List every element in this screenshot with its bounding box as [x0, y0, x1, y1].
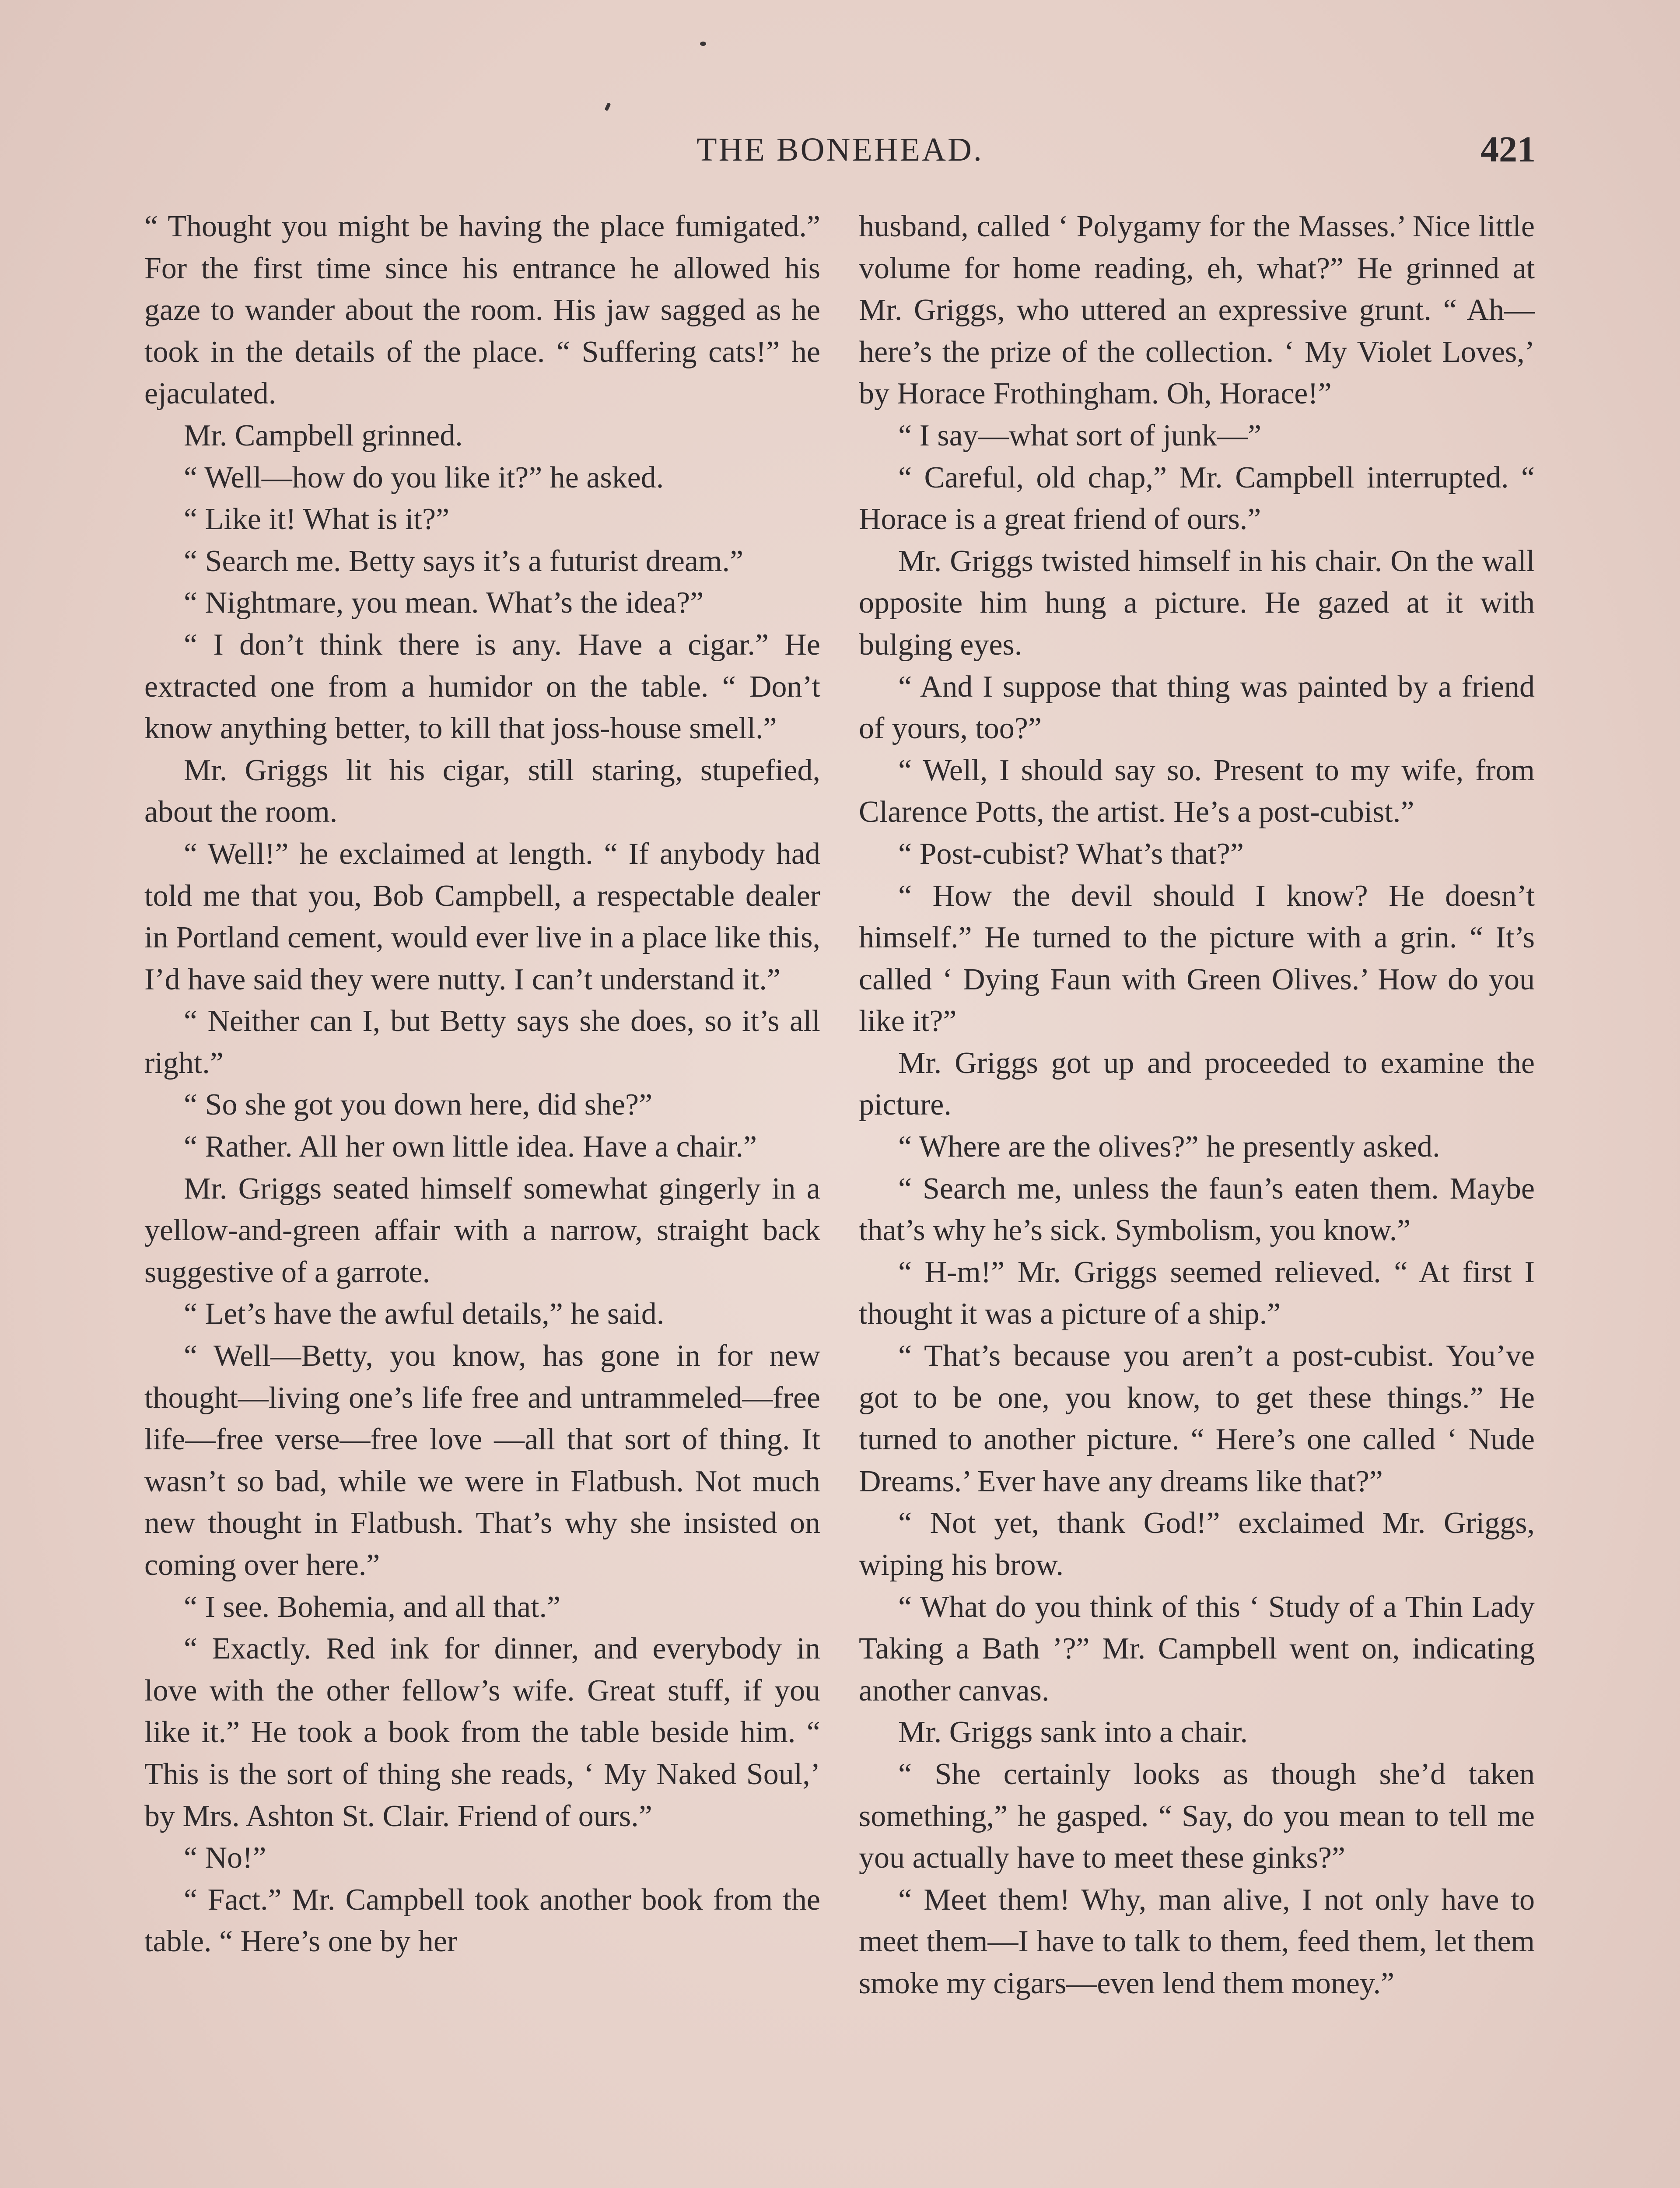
paragraph: “ What do you think of this ‘ Study of a Thin Lady Taking a Bath ’?” Mr. Campbell went on, indicating another canvas. [859, 1590, 1535, 1708]
paragraph: “ Fact.” Mr. Campbell took another book from the table. “ Here’s one by her [144, 1883, 820, 1959]
paragraph: “ Search me, unless the faun’s eaten them. Maybe that’s why he’s sick. Symbolism, you know.” [859, 1171, 1535, 1248]
ink-speck [700, 42, 706, 46]
page-number: 421 [1480, 129, 1536, 170]
paragraph: Mr. Griggs got up and proceeded to examine the picture. [859, 1046, 1535, 1122]
paragraph: “ I see. Bohemia, and all that.” [184, 1590, 561, 1624]
paragraph: “ Not yet, thank God!” exclaimed Mr. Griggs, wiping his brow. [859, 1506, 1535, 1582]
paragraph: “ How the devil should I know? He doesn’t himself.” He turned to the picture with a grin. “ It’s called ‘ Dying Faun with Green Olives.’ How do you like it?” [859, 879, 1535, 1038]
right-text-column [859, 206, 1535, 2005]
paragraph: “ Well, I should say so. Present to my wife, from Clarence Potts, the artist. He’s a post-cubist.” [859, 753, 1535, 829]
left-text-column [144, 206, 820, 1963]
paragraph: “ Neither can I, but Betty says she does, so it’s all right.” [144, 1004, 820, 1080]
paragraph: “ That’s because you aren’t a post-cubist. You’ve got to be one, you know, to get these things.” He turned to another picture. “ Here’s one called ‘ Nude Dreams.’ Ever have any dreams like that?” [859, 1339, 1535, 1498]
paragraph: “ Exactly. Red ink for dinner, and everybody in love with the other fellow’s wife. Great stuff, if you like it.” He took a book from the table beside him. “ This is the sort of thing she reads, ‘ My Naked Soul,’ by Mrs. Ashton St. Clair. Friend of ours.” [144, 1632, 820, 1833]
paragraph: “ I don’t think there is any. Have a cigar.” He extracted one from a humidor on the table. “ Don’t know anything better, to kill that joss-house smell.” [144, 628, 820, 746]
paragraph: “ Let’s have the awful details,” he said. [184, 1297, 665, 1331]
paragraph: “ So she got you down here, did she?” [184, 1088, 653, 1122]
paragraph: “ Careful, old chap,” Mr. Campbell interrupted. “ Horace is a great friend of ours.” [859, 460, 1535, 536]
paragraph: Mr. Griggs lit his cigar, still staring, stupefied, about the room. [144, 753, 820, 829]
paragraph: “ Well!” he exclaimed at length. “ If anybody had told me that you, Bob Campbell, a respectable dealer in Portland cement, would ever live in a place like this, I’d have said they were nutty. I can’t understand it.” [144, 837, 820, 996]
paragraph: “ Post-cubist? What’s that?” [898, 837, 1244, 871]
paragraph: Mr. Griggs twisted himself in his chair. On the wall opposite him hung a picture. He gazed at it with bulging eyes. [859, 544, 1535, 662]
paragraph: Mr. Campbell grinned. [184, 418, 463, 452]
ink-speck [605, 102, 611, 111]
paragraph: “ Well—Betty, you know, has gone in for new thought—living one’s life free and untrammeled—free life—free verse—free love —all that sort of thing. It wasn’t so bad, while we were in Flatbush. Not much new thought in Flatbush. That’s why she insisted on coming over here.” [144, 1339, 820, 1582]
paragraph: “ Like it! What is it?” [184, 502, 450, 536]
paragraph: “ Nightmare, you mean. What’s the idea?” [184, 586, 704, 620]
paragraph: “ Meet them! Why, man alive, I not only have to meet them—I have to talk to them, feed them, let them smoke my cigars—even lend them money.” [859, 1883, 1535, 2000]
running-head [144, 128, 1536, 176]
paragraph: Mr. Griggs sank into a chair. [898, 1715, 1248, 1750]
paragraph: “ No!” [184, 1841, 266, 1875]
paragraph: “ Where are the olives?” he presently asked. [898, 1130, 1440, 1164]
paragraph: “ I say—what sort of junk—” [898, 418, 1262, 452]
paragraph: “ And I suppose that thing was painted by a friend of yours, too?” [859, 670, 1535, 746]
paragraph: “ Search me. Betty says it’s a futurist dream.” [184, 544, 744, 578]
paragraph: “ Thought you might be having the place fumigated.” For the first time since his entrance he allowed his gaze to wander about the room. His jaw sagged as he took in the details of the place. “ Suffering cats!” he ejaculated. [144, 210, 820, 411]
paragraph: “ H-m!” Mr. Griggs seemed relieved. “ At first I thought it was a picture of a ship.” [859, 1255, 1535, 1331]
paragraph: “ Well—how do you like it?” he asked. [184, 460, 664, 494]
paragraph: Mr. Griggs seated himself somewhat gingerly in a yellow-and-green affair with a narrow, straight back suggestive of a garrote. [144, 1171, 820, 1289]
paragraph: “ Rather. All her own little idea. Have a chair.” [184, 1130, 757, 1164]
running-title: THE BONEHEAD. [696, 131, 984, 168]
paragraph: husband, called ‘ Polygamy for the Masses.’ Nice little volume for home reading, eh, what?” He grinned at Mr. Griggs, who uttered an expressive grunt. “ Ah—here’s the prize of the collection. ‘ My Violet Loves,’ by Horace Frothingham. Oh, Horace!” [859, 210, 1535, 411]
paragraph: “ She certainly looks as though she’d taken something,” he gasped. “ Say, do you mean to tell me you actually have to meet these ginks?” [859, 1757, 1535, 1875]
